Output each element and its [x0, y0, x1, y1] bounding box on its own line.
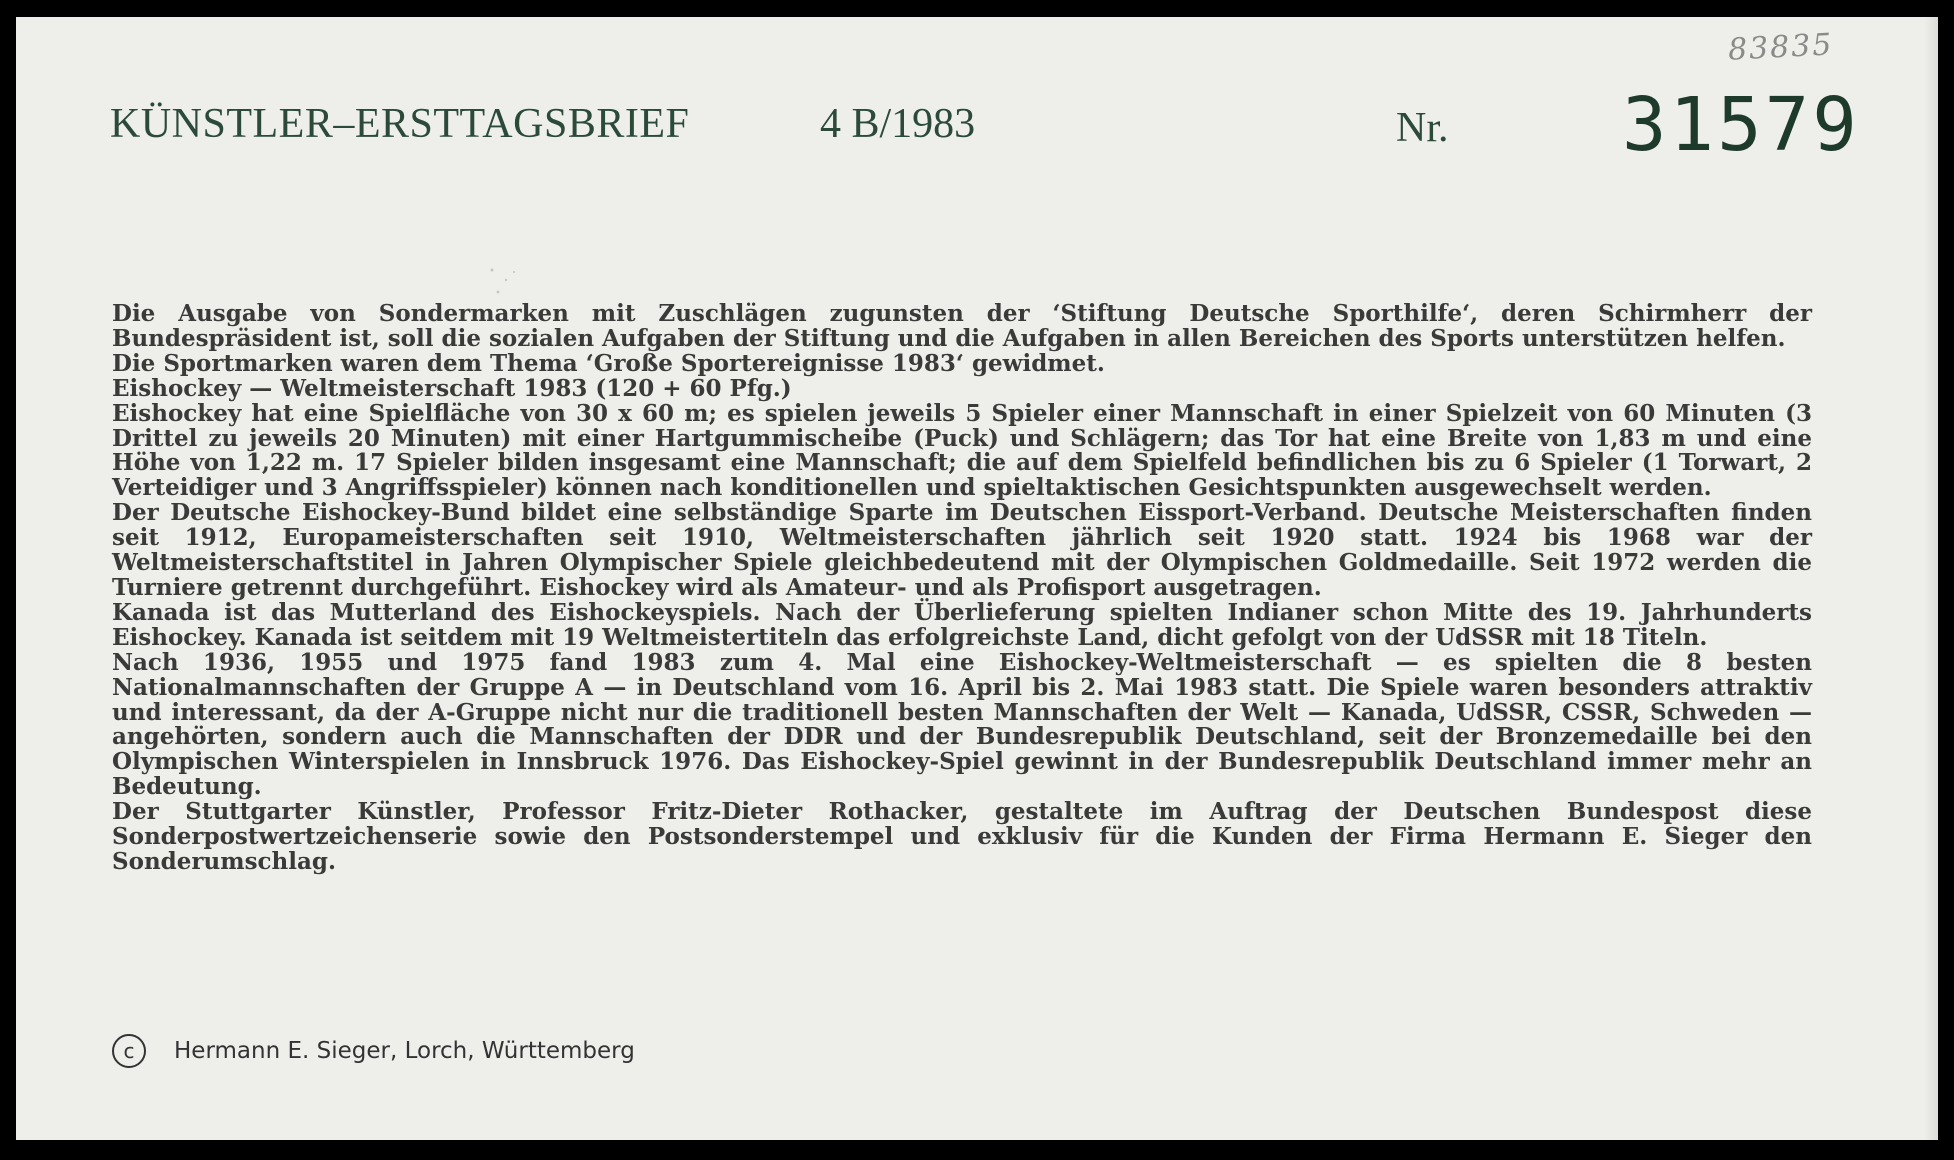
- paragraph-championship: Nach 1936, 1955 und 1975 fand 1983 zum 4. Mal eine Eishockey-Weltmeisterschaft — es spielten die 8 besten Nationalmannschaften der Gruppe A — in Deutschland vom 16. April bis 2. Mai 1983 statt. Die Spiele waren besonders attraktiv und interessant, da der A-Gruppe nicht nur die traditionell besten Mannschaften der Welt — Kanada, UdSSR, CSSR, Schweden — angehörten, sondern auch die Mannschaften der DDR und der Bundesrepublik Deutschland, seit der Bronzemedaille bei den Olympischen Winterspielen in Innsbruck 1976. Das Eishockey-Spiel gewinnt in der Bundesrepublik Deutschland immer mehr an Bedeutung.: [112, 648, 1812, 801]
- number-label: Nr.: [1396, 105, 1449, 151]
- publisher-footer: [112, 1034, 635, 1068]
- ink-speck-mark: [484, 262, 524, 302]
- paragraph-stamp-title: Eishockey — Weltmeisterschaft 1983 (120 + 60 Pfg.): [112, 374, 792, 402]
- paragraph-canada: Kanada ist das Mutterland des Eishockeyspiels. Nach der Überlieferung spielten Indianer schon Mitte des 19. Jahrhunderts Eishockey. Kanada ist seitdem mit 19 Weltmeistertiteln das erfolgreichste Land, dicht gefolgt von der UdSSR mit 18 Titeln.: [112, 598, 1812, 651]
- copyright-icon: c: [112, 1034, 146, 1068]
- serial-number: 31579: [1622, 82, 1860, 168]
- paragraph-rules: Eishockey hat eine Spielfläche von 30 x 60 m; es spielen jeweils 5 Spieler einer Mannschaft in einer Spielzeit von 60 Minuten (3 Drittel zu jeweils 20 Minuten) mit einer Hartgummischeibe (Puck) und Schlägern; das Tor hat eine Breite von 1,83 m und eine Höhe von 1,22 m. 17 Spieler bilden insgesamt eine Mannschaft; die auf dem Spielfeld befindlichen bis zu 6 Spieler (1 Torwart, 2 Verteidiger und 3 Angriffsspieler) können nach konditionellen und spieltaktischen Gesichtspunkten ausgewechselt werden.: [112, 399, 1812, 502]
- paragraph-sporthilfe: Die Ausgabe von Sondermarken mit Zuschlägen zugunsten der ‘Stiftung Deutsche Sporthilfe‘, deren Schirmherr der Bundespräsident ist, soll die sozialen Aufgaben der Stiftung und die Aufgaben in allen Bereichen des Sports unterstützen helfen.: [112, 300, 1812, 352]
- paragraph-theme: Die Sportmarken waren dem Thema ‘Große Sportereignisse 1983‘ gewidmet.: [112, 349, 1105, 377]
- handwritten-note: 83835: [1727, 27, 1835, 68]
- publisher-name: Hermann E. Sieger, Lorch, Württemberg: [174, 1038, 635, 1064]
- issue-number: 4 B/1983: [820, 101, 976, 147]
- description-text: [112, 302, 1812, 875]
- paragraph-federation: Der Deutsche Eishockey-Bund bildet eine selbständige Sparte im Deutschen Eissport-Verband. Deutsche Meisterschaften finden seit 1912, Europameisterschaften seit 1910, Weltmeisterschaften jährlich seit 1920 statt. 1924 bis 1968 war der Weltmeisterschaftstitel in Jahren Olympischer Spiele gleichbedeutend mit der Olympischen Goldmedaille. Seit 1972 werden die Turniere getrennt durchgeführt. Eishockey wird als Amateur- und als Profisport ausgetragen.: [112, 499, 1812, 601]
- document-title: KÜNSTLER–ERSTTAGSBRIEF: [110, 101, 690, 147]
- paragraph-artist: Der Stuttgarter Künstler, Professor Fritz-Dieter Rothacker, gestaltete im Auftrag der Deutschen Bundespost diese Sonderpostwertzeichenserie sowie den Postsonderstempel und exklusiv für die Kunden der Firma Hermann E. Sieger den Sonderumschlag.: [112, 798, 1812, 875]
